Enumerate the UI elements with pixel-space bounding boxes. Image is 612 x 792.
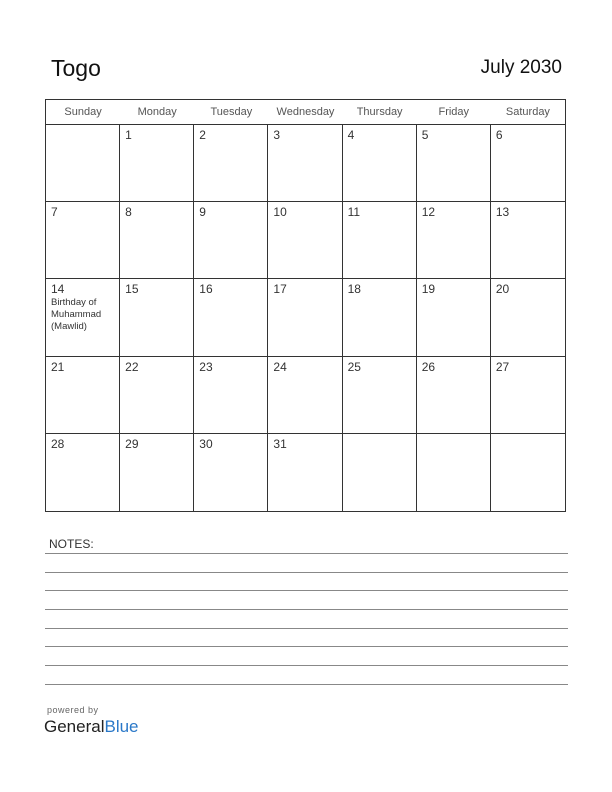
day-cell — [491, 125, 565, 202]
note-line — [45, 646, 568, 647]
day-number: 6 — [495, 128, 503, 142]
note-line — [45, 590, 568, 591]
weekday-thursday: Thursday — [356, 106, 403, 118]
day-cell — [120, 434, 194, 511]
note-line — [45, 684, 568, 685]
day-cell — [491, 279, 565, 356]
day-cell — [120, 202, 194, 279]
day-number: 15 — [125, 282, 139, 297]
brand-logo[interactable] — [44, 717, 139, 737]
day-cell — [268, 434, 342, 511]
day-cell — [194, 279, 268, 356]
holiday-label: Birthday of Muhammad (Mawlid) — [51, 297, 102, 333]
day-number: 12 — [421, 205, 436, 220]
day-number: 23 — [199, 359, 213, 374]
day-number: 21 — [51, 359, 65, 374]
day-cell — [268, 202, 342, 279]
day-number: 18 — [347, 282, 361, 297]
brand-general: General — [44, 717, 105, 736]
day-cell — [343, 357, 417, 434]
day-cell — [46, 125, 120, 202]
day-number: 26 — [421, 359, 436, 374]
day-cell — [46, 202, 120, 279]
day-number: 7 — [51, 205, 58, 220]
day-number: 20 — [495, 282, 510, 297]
weekday-wednesday: Wednesday — [276, 106, 335, 118]
weekday-header — [46, 100, 565, 125]
day-number: 2 — [199, 128, 206, 142]
day-number: 3 — [273, 128, 281, 142]
country-title: Togo — [51, 55, 101, 81]
day-cell — [417, 434, 491, 511]
note-line — [45, 572, 568, 573]
weekday-friday: Friday — [438, 106, 470, 118]
day-cells — [46, 125, 565, 511]
day-number: 5 — [421, 128, 429, 142]
note-line — [45, 609, 568, 610]
day-number: 14 — [51, 282, 65, 297]
month-title: July 2030 — [480, 57, 562, 78]
day-number: 30 — [199, 436, 213, 451]
note-line — [45, 628, 568, 629]
notes-label: NOTES: — [49, 537, 94, 551]
day-number: 9 — [199, 205, 206, 220]
day-cell — [46, 434, 120, 511]
day-number: 11 — [347, 205, 361, 220]
day-cell — [343, 125, 417, 202]
day-cell — [491, 202, 565, 279]
day-cell — [491, 434, 565, 511]
day-cell — [46, 279, 120, 356]
weekday-saturday: Saturday — [505, 106, 550, 118]
day-cell — [194, 434, 268, 511]
calendar-grid — [45, 99, 566, 512]
powered-by-label: powered by — [47, 705, 99, 715]
weekday-monday: Monday — [137, 106, 177, 118]
weekday-sunday: Sunday — [64, 106, 102, 118]
day-cell — [417, 279, 491, 356]
day-cell — [417, 202, 491, 279]
day-number: 8 — [125, 205, 132, 220]
day-cell — [268, 125, 342, 202]
note-line — [45, 665, 568, 666]
day-cell — [491, 357, 565, 434]
day-number: 27 — [495, 359, 510, 374]
day-number: 16 — [199, 282, 213, 297]
day-number: 28 — [51, 436, 65, 451]
day-cell — [417, 125, 491, 202]
day-cell — [194, 125, 268, 202]
day-cell — [268, 279, 342, 356]
weekday-tuesday: Tuesday — [210, 106, 253, 118]
day-cell — [343, 279, 417, 356]
day-cell — [120, 125, 194, 202]
day-cell — [343, 434, 417, 511]
day-cell — [343, 202, 417, 279]
day-number: 4 — [347, 128, 355, 142]
day-cell — [46, 357, 120, 434]
day-number: 31 — [273, 436, 287, 451]
day-number: 19 — [421, 282, 436, 297]
day-number: 29 — [125, 436, 139, 451]
brand-blue: Blue — [104, 717, 139, 736]
day-cell — [194, 202, 268, 279]
day-cell — [268, 357, 342, 434]
day-cell — [417, 357, 491, 434]
day-number: 13 — [495, 205, 510, 220]
day-number: 22 — [125, 359, 139, 374]
day-cell — [120, 279, 194, 356]
day-number: 24 — [273, 359, 287, 374]
day-number: 25 — [347, 359, 361, 374]
day-number: 10 — [273, 205, 287, 220]
day-cell — [120, 357, 194, 434]
day-cell — [194, 357, 268, 434]
note-line — [45, 553, 568, 554]
day-number: 1 — [125, 128, 132, 142]
day-number: 17 — [273, 282, 287, 297]
